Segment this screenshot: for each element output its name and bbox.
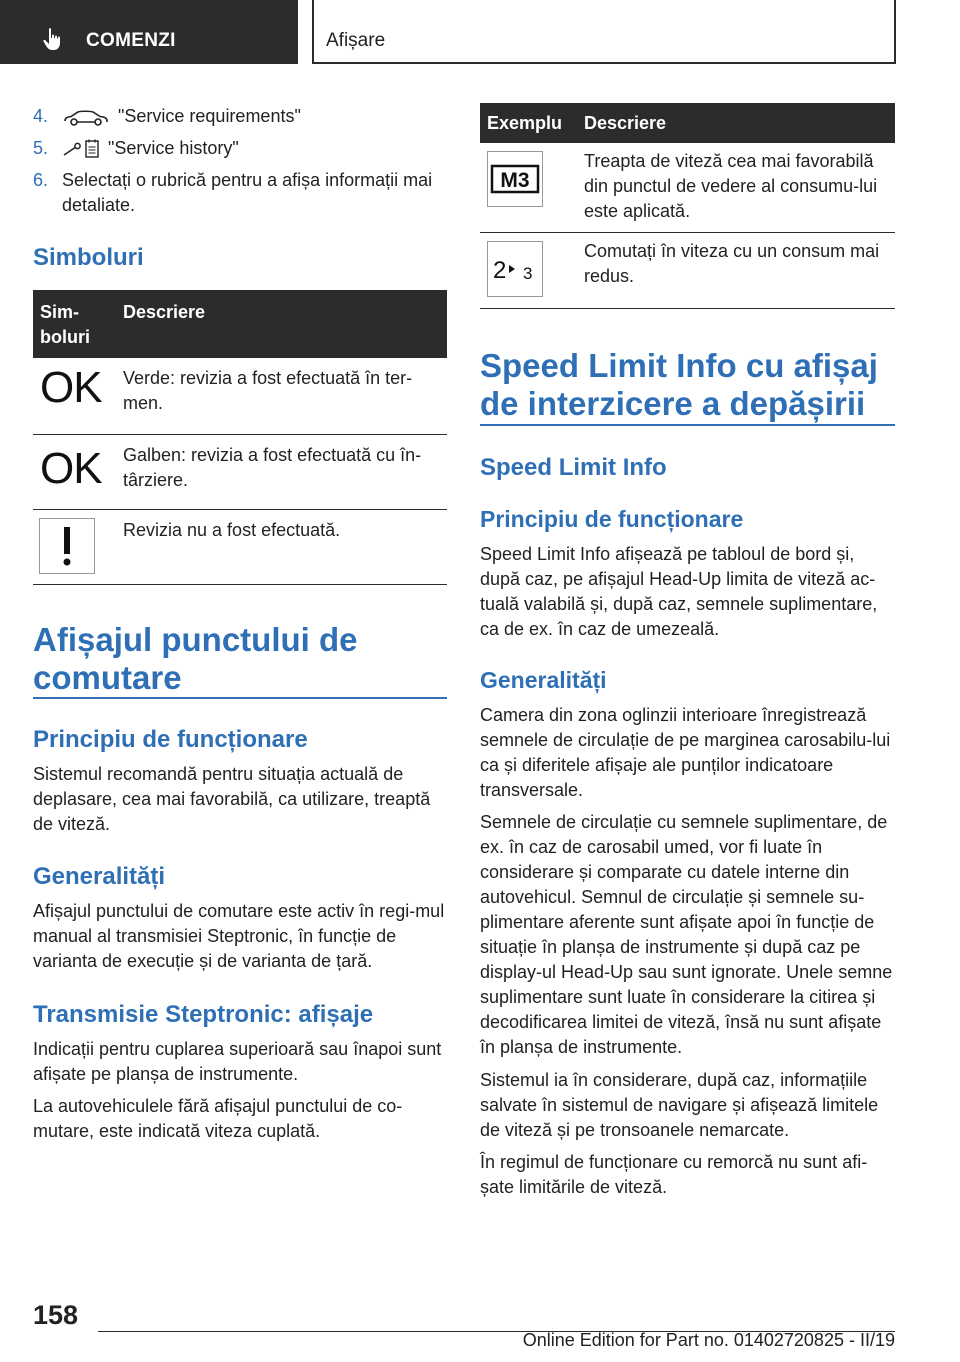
footer-edition: Online Edition for Part no. 01402720825 - II/19	[522, 1330, 895, 1350]
table-row	[480, 143, 895, 232]
generalitati-text-4: În regimul de funcționare cu remorcă nu sunt afi-șate limitările de viteză.	[480, 1152, 868, 1197]
page-header	[0, 0, 960, 66]
table-header-example: Exemplu	[480, 103, 584, 143]
principiu-text: Sistemul recomandă pentru situația actuală de deplasare, cea mai favorabilă, ca utilizare, treaptă de viteză.	[33, 764, 431, 834]
ok-symbol: OK	[40, 363, 102, 412]
service-history-icon	[62, 138, 100, 160]
list-item	[33, 104, 447, 129]
list-item	[33, 136, 447, 161]
step-number: 4.	[33, 106, 49, 126]
exclamation-icon	[39, 518, 95, 574]
principiu-heading: Principiu de funcționare	[480, 506, 744, 532]
generalitati-heading: Generalități	[33, 863, 166, 890]
generalitati-text-3: Sistemul ia în considerare, după caz, informațiile salvate în sistemul de navigare și afișează limitele de viteză și pe tronsoanele nemarcate.	[480, 1070, 879, 1140]
hand-pointer-icon	[40, 26, 66, 52]
table-header-symbols: Sim- boluri	[33, 290, 123, 358]
speed-title: Speed Limit Info cu afișaj de interzicere a depășirii	[480, 347, 878, 422]
principiu-text: Speed Limit Info afișează pe tabloul de bord și, după caz, pe afișajul Head-Up limita de viteză ac-tuală valabilă și, după caz, semnele suplimentare, ca de ex. în caz de umezeală.	[480, 544, 878, 639]
generalitati-text-2: Semnele de circulație cu semnele suplimentare, de ex. în caz de carosabil umed, vor fi luate în considerare și comparate cu datele interne din autovehicul. Semnul de circulație și semnele su-plimentare aferente sunt afișate apoi în funcție de situație în planșa de instrumente și după caz pe display-ul Head-Up sau sunt ignorate. Unele semne suplimentare sunt luate în considerare la citirea și decodificarea limitei de viteză, însă nu sunt afișate în planșa de instrumente.	[480, 812, 893, 1057]
gear-to: 3	[523, 263, 533, 283]
step-number: 6.	[33, 170, 49, 190]
gear-shift-2-3-icon	[487, 241, 543, 297]
principiu-heading: Principiu de funcționare	[33, 726, 308, 753]
step-number: 5.	[33, 138, 49, 158]
steps-list	[33, 104, 447, 225]
table-header-description: Descriere	[584, 103, 895, 143]
table-row	[33, 358, 447, 434]
steptronic-text-1: Indicații pentru cuplarea superioară sau înapoi sunt afișate pe planșa de instrumente.	[33, 1039, 442, 1084]
generalitati-heading: Generalități	[480, 667, 607, 693]
generalitati-text-1: Camera din zona oglinzii interioare înregistrează semnele de circulație de pe marginea carosabilu-lui ca și diferitele afișaje ale punților indicatoare transversale.	[480, 705, 891, 800]
section-label: COMENZI	[86, 30, 176, 51]
step-text: "Service history"	[108, 138, 239, 158]
step-text: Selectați o rubrică pentru a afișa informații mai detaliate.	[62, 170, 433, 215]
step-text: "Service requirements"	[118, 106, 301, 126]
row-description: Galben: revizia a fost efectuată cu în-târziere.	[123, 434, 447, 509]
table-row	[480, 232, 895, 308]
steptronic-text-2: La autovehiculele fără afișajul punctului de co-mutare, este indicată viteza cuplată.	[33, 1096, 403, 1141]
gear-m3-icon	[487, 151, 543, 207]
table-row	[33, 434, 447, 509]
section-divider	[480, 424, 895, 426]
table-row	[33, 509, 447, 584]
row-description: Comutați în viteza cu un consum mai redus.	[584, 232, 895, 308]
generalitati-text: Afișajul punctului de comutare este activ în regi-mul manual al transmisiei Steptronic, în funcție de varianta de execuție și de varianta de țară.	[33, 901, 445, 971]
symbols-table	[33, 290, 447, 585]
car-icon	[62, 107, 110, 127]
ok-symbol: OK	[40, 443, 102, 493]
row-description: Revizia nu a fost efectuată.	[123, 509, 447, 584]
row-description: Verde: revizia a fost efectuată în ter-men.	[123, 358, 447, 434]
row-description: Treapta de viteză cea mai favorabilă din punctul de vedere al consumu-lui este aplicată.	[584, 143, 895, 232]
steptronic-heading: Transmisie Steptronic: afișaje	[33, 1001, 374, 1028]
example-table	[480, 103, 895, 309]
list-item	[33, 168, 447, 218]
section-divider	[33, 697, 447, 699]
chapter-box	[312, 0, 896, 64]
speed-limit-info-heading: Speed Limit Info	[480, 454, 667, 481]
afisaj-title: Afișajul punctului de comutare	[33, 621, 358, 696]
chapter-label: Afișare	[326, 30, 386, 51]
table-header-description: Descriere	[123, 290, 447, 358]
section-tab[interactable]	[0, 0, 298, 64]
simboluri-heading: Simboluri	[33, 244, 144, 271]
gear-from: 2	[493, 256, 507, 284]
gear-m3-label: M3	[500, 169, 530, 192]
page-number: 158	[33, 1300, 79, 1330]
